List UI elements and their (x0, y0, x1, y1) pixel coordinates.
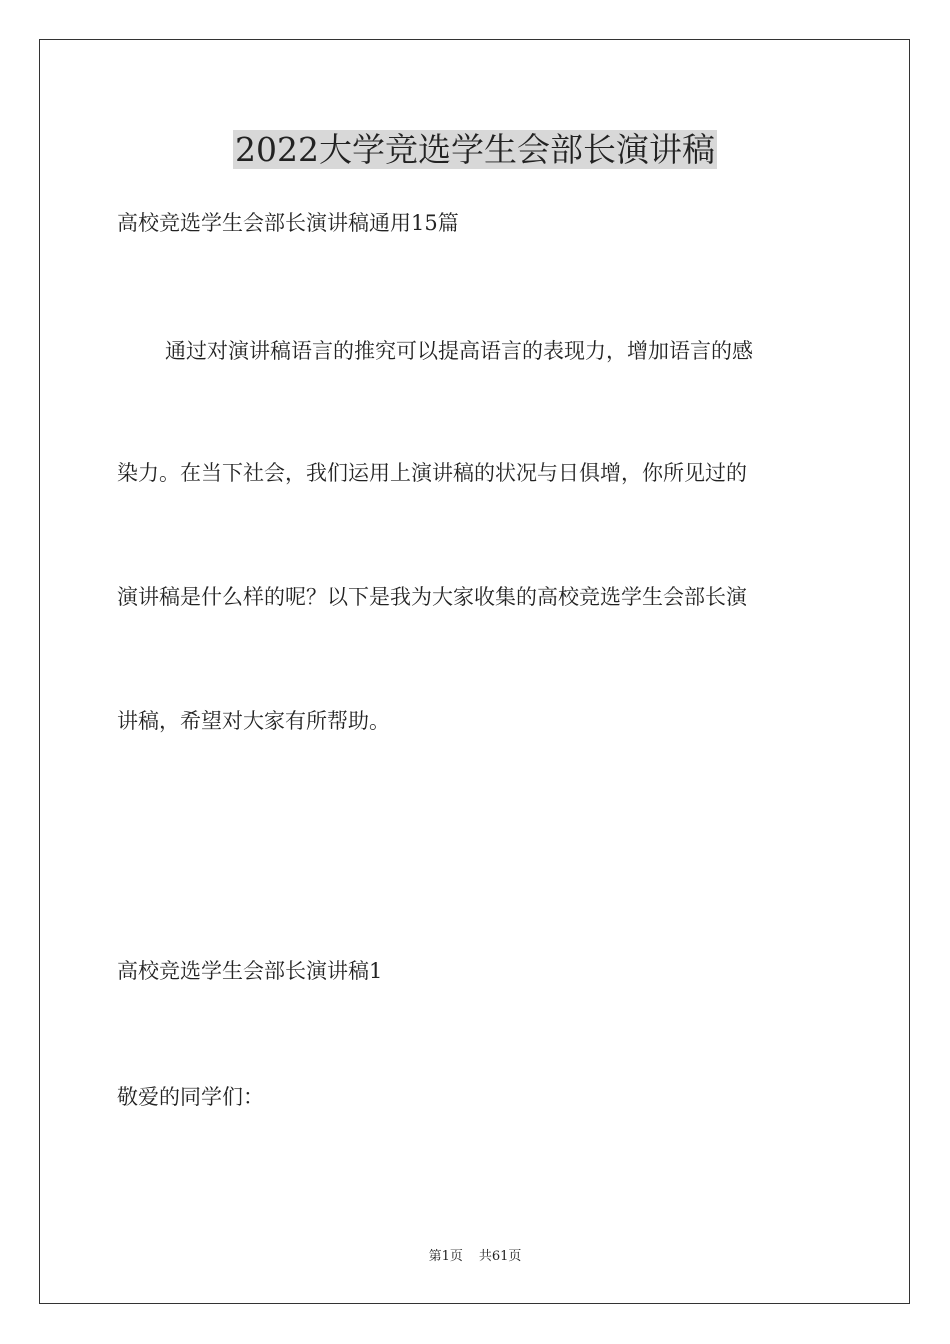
document-title: 2022大学竞选学生会部长演讲稿 (235, 130, 715, 169)
document-title-container (0, 128, 950, 172)
page-footer (0, 1248, 950, 1266)
paragraph-line: 讲稿，希望对大家有所帮助。 (117, 709, 390, 733)
page-total: 共61页 (478, 1249, 522, 1264)
page-number: 第1页 (428, 1249, 463, 1264)
section-heading: 高校竞选学生会部长演讲稿1 (117, 959, 383, 983)
paragraph-line: 通过对演讲稿语言的推究可以提高语言的表现力，增加语言的感 (165, 339, 753, 363)
paragraph-line: 染力。在当下社会，我们运用上演讲稿的状况与日俱增，你所见过的 (117, 461, 747, 485)
salutation: 敬爱的同学们： (117, 1085, 264, 1109)
document-subtitle: 高校竞选学生会部长演讲稿通用15篇 (117, 211, 459, 235)
paragraph-line: 演讲稿是什么样的呢？以下是我为大家收集的高校竞选学生会部长演 (117, 585, 747, 609)
